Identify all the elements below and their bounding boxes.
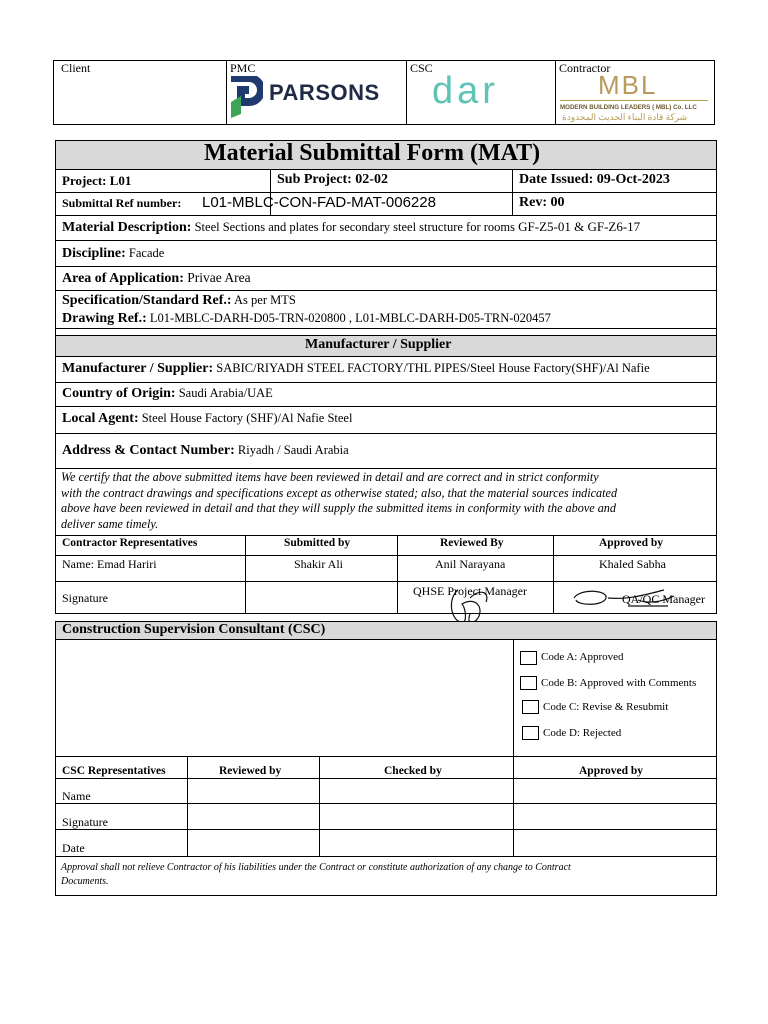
drawing-ref xyxy=(62,311,551,327)
agent-label: Local Agent: xyxy=(62,411,139,426)
pmc-label: PMC xyxy=(230,61,256,75)
csc-date-label: Date xyxy=(62,841,85,855)
csc-approved-date-field[interactable] xyxy=(514,830,716,856)
certify-line-1: We certify that the above submitted items have been reviewed in detail and are correct and in strict conformity xyxy=(61,470,599,484)
submittal-ref-label: Submittal Ref number: xyxy=(62,196,182,210)
submittal-ref-value: L01-MBLC-CON-FAD-MAT-006228 xyxy=(202,194,436,211)
material-description-label: Material Description: xyxy=(62,220,192,235)
manufacturer-value: SABIC/RIYADH STEEL FACTORY/THL PIPES/Steel House Factory(SHF)/Al Nafie xyxy=(216,361,650,375)
contractor-label: Contractor xyxy=(559,61,611,75)
approved-by-header: Approved by xyxy=(599,537,664,549)
csc-checked-by-header: Checked by xyxy=(384,765,442,777)
material-description-rooms: GF-Z5-01 & GF-Z6-17 xyxy=(518,219,641,234)
csc-checked-date-field[interactable] xyxy=(320,830,513,856)
code-c-label: Code C: Revise & Resubmit xyxy=(543,701,669,713)
project-label: Project: L01 xyxy=(62,173,132,188)
csc-section-title: Construction Supervision Consultant (CSC) xyxy=(62,622,326,637)
date-issued-label: Date Issued: 09-Oct-2023 xyxy=(519,172,670,187)
rev-label: Rev: 00 xyxy=(519,195,565,210)
area-label: Area of Application: xyxy=(62,271,184,286)
area-of-application xyxy=(62,270,251,287)
address-contact xyxy=(62,443,349,459)
spec-label: Specification/Standard Ref.: xyxy=(62,293,232,308)
csc-approved-by-header: Approved by xyxy=(579,765,644,777)
form-title: Material Submittal Form (MAT) xyxy=(204,140,541,166)
parsons-logo-text: PARSONS xyxy=(269,80,380,105)
csc-name-label: Name xyxy=(62,789,91,803)
code-d-checkbox[interactable] xyxy=(522,726,539,740)
approved-by-title: QA/QC Manager xyxy=(622,592,705,606)
parsons-mark-icon xyxy=(229,76,263,118)
contractor-name: Name: Emad Hariri xyxy=(62,557,157,571)
manufacturer-supplier xyxy=(62,361,650,377)
country-of-origin xyxy=(62,386,273,402)
parsons-logo xyxy=(229,76,389,120)
code-b-label: Code B: Approved with Comments xyxy=(541,677,697,689)
csc-approved-signature-field[interactable] xyxy=(514,804,716,829)
address-label: Address & Contact Number: xyxy=(62,443,235,458)
reviewed-by-title: QHSE Project Manager xyxy=(413,584,527,598)
approved-by-name: Khaled Sabha xyxy=(599,557,666,571)
reviewed-by-header: Reviewed By xyxy=(440,537,504,549)
csc-reviewed-by-header: Reviewed by xyxy=(219,765,282,777)
mbl-logo-arabic: شركة قادة البناء الحديث المحدودة xyxy=(562,112,688,122)
reviewed-by-name: Anil Narayana xyxy=(435,557,506,571)
local-agent xyxy=(62,411,352,427)
sub-project-label: Sub Project: 02-02 xyxy=(277,172,388,187)
material-description xyxy=(62,219,640,236)
mbl-logo-text: MBL xyxy=(598,70,658,100)
certify-line-2: with the contract drawings and specifications except as otherwise stated; also, that the material sources indicated xyxy=(61,485,618,500)
mbl-logo-subtext: MODERN BUILDING LEADERS ( MBL) Co. LLC xyxy=(560,104,697,111)
discipline xyxy=(62,246,164,262)
client-label: Client xyxy=(61,61,91,75)
submitted-by-name: Shakir Ali xyxy=(294,557,344,571)
manufacturer-section-title: Manufacturer / Supplier xyxy=(305,337,452,352)
approver-signature-icon xyxy=(568,584,678,614)
specification-ref xyxy=(62,293,296,309)
certify-line-3: above have been reviewed in detail and that they will supply the submitted items in conformity with the above and xyxy=(61,501,616,515)
area-value: Privae Area xyxy=(187,270,251,285)
country-label: Country of Origin: xyxy=(62,386,176,401)
csc-approval-note xyxy=(61,861,713,889)
agent-value: Steel House Factory (SHF)/Al Nafie Steel xyxy=(141,411,353,425)
csc-checked-name-field[interactable] xyxy=(320,779,513,803)
contractor-reps-header: Contractor Representatives xyxy=(62,537,198,549)
discipline-value: Facade xyxy=(128,246,165,260)
csc-checked-signature-field[interactable] xyxy=(320,804,513,829)
csc-reviewed-date-field[interactable] xyxy=(188,830,319,856)
csc-label: CSC xyxy=(410,61,433,75)
drawing-label: Drawing Ref.: xyxy=(62,311,147,326)
certification-statement xyxy=(61,470,713,532)
csc-reviewed-signature-field[interactable] xyxy=(188,804,319,829)
csc-note-line-2: Documents. xyxy=(61,876,109,887)
csc-reviewed-name-field[interactable] xyxy=(188,779,319,803)
country-value: Saudi Arabia/UAE xyxy=(178,386,273,400)
code-c-checkbox[interactable] xyxy=(522,700,539,714)
code-a-checkbox[interactable] xyxy=(520,651,537,665)
code-a-label: Code A: Approved xyxy=(541,651,624,663)
spec-value: As per MTS xyxy=(234,293,296,307)
manufacturer-label: Manufacturer / Supplier: xyxy=(62,361,214,376)
csc-note-line-1: Approval shall not relieve Contractor of his liabilities under the Contract or constitute authorization of any change to Contract xyxy=(61,862,571,873)
material-description-value: Steel Sections and plates for secondary steel structure for rooms xyxy=(194,220,515,234)
discipline-label: Discipline: xyxy=(62,246,126,261)
mbl-logo xyxy=(558,70,712,124)
submitted-by-header: Submitted by xyxy=(284,537,351,549)
dar-logo-text: dar xyxy=(432,70,499,112)
drawing-value: L01-MBLC-DARH-D05-TRN-020800 , L01-MBLC-DARH-D05-TRN-020457 xyxy=(149,311,551,325)
certify-line-4: deliver same timely. xyxy=(61,516,159,531)
csc-reps-header: CSC Representatives xyxy=(62,765,166,777)
address-value: Riyadh / Saudi Arabia xyxy=(237,443,349,457)
csc-signature-label: Signature xyxy=(62,815,108,829)
code-b-checkbox[interactable] xyxy=(520,676,537,690)
signature-label: Signature xyxy=(62,591,108,605)
code-d-label: Code D: Rejected xyxy=(543,727,622,739)
csc-approved-name-field[interactable] xyxy=(514,779,716,803)
